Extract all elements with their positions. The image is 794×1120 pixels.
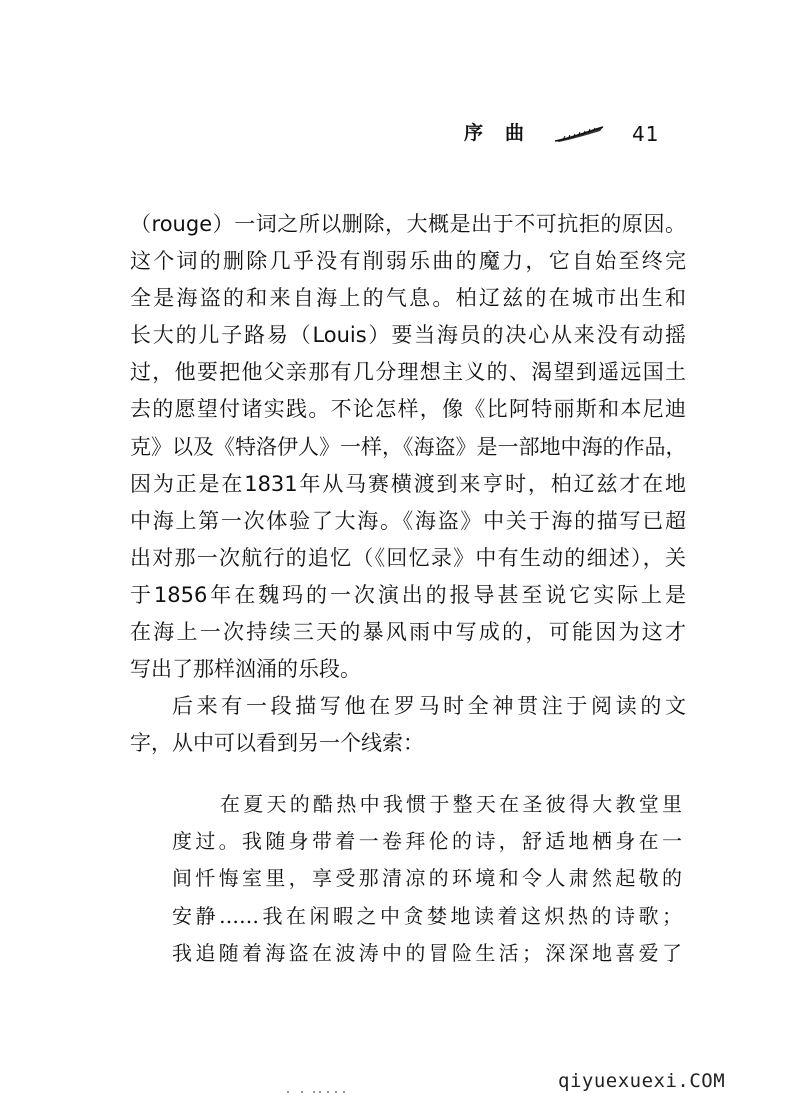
body-line: 全是海盗的和来自海上的气息。柏辽兹的在城市出生和 — [130, 286, 686, 311]
body-line: 在海上一次持续三天的暴风雨中写成的，可能因为这才 — [130, 620, 686, 645]
body-line: （rouge）一词之所以删除，大概是出于不可抗拒的原因。 — [130, 212, 686, 236]
body-line: 这个词的删除几乎没有削弱乐曲的魔力，它自始至终完 — [130, 249, 686, 274]
body-line: 字，从中可以看到另一个线索： — [130, 731, 424, 756]
body-line: 中海上第一次体验了大海。《海盗》中关于海的描写已超 — [130, 508, 686, 533]
block-quote — [172, 786, 682, 972]
body-line: 出对那一次航行的追忆（《回忆录》中有生动的细述），关 — [130, 545, 686, 570]
body-line: 过，他要把他父亲那有几分理想主义的、渴望到遥远国土 — [130, 360, 686, 385]
body-line: 写出了那样汹涌的乐段。 — [130, 657, 361, 682]
running-header — [0, 118, 794, 154]
body-line: 后来有一段描写他在罗马时全神贯注于阅读的文 — [172, 694, 686, 719]
site-watermark: qiyuexuexi.COM — [558, 1070, 726, 1092]
body-text — [130, 206, 686, 762]
body-line: 因为正是在1831年从马赛横渡到来亨时，柏辽兹才在地 — [130, 471, 686, 496]
body-line: 长大的儿子路易（Louis）要当海员的决心从来没有动摇 — [130, 323, 686, 348]
body-line: 于1856年在魏玛的一次演出的报导甚至说它实际上是 — [130, 582, 686, 607]
quote-line: 度过。我随身带着一卷拜伦的诗，舒适地栖身在一 — [172, 829, 682, 854]
decorative-quill-flourish-icon — [553, 124, 605, 144]
scan-dots-decoration — [286, 1080, 346, 1086]
body-line: 去的愿望付诸实践。不论怎样，像《比阿特丽斯和本尼迪 — [130, 397, 686, 422]
quote-line: 在夏天的酷热中我惯于整天在圣彼得大教堂里 — [220, 792, 682, 816]
quote-line: 间忏悔室里，享受那清凉的环境和令人肃然起敬的 — [172, 866, 682, 891]
body-line: 克》以及《特洛伊人》一样，《海盗》是一部地中海的作品， — [130, 434, 686, 459]
page-number: 41 — [632, 122, 660, 146]
running-header-title: 序曲 — [464, 122, 547, 144]
quote-line: 我追随着海盗在波涛中的冒险生活；深深地喜爱了 — [172, 940, 682, 965]
quote-line: 安静……我在闲暇之中贪婪地读着这炽热的诗歌； — [172, 903, 682, 928]
